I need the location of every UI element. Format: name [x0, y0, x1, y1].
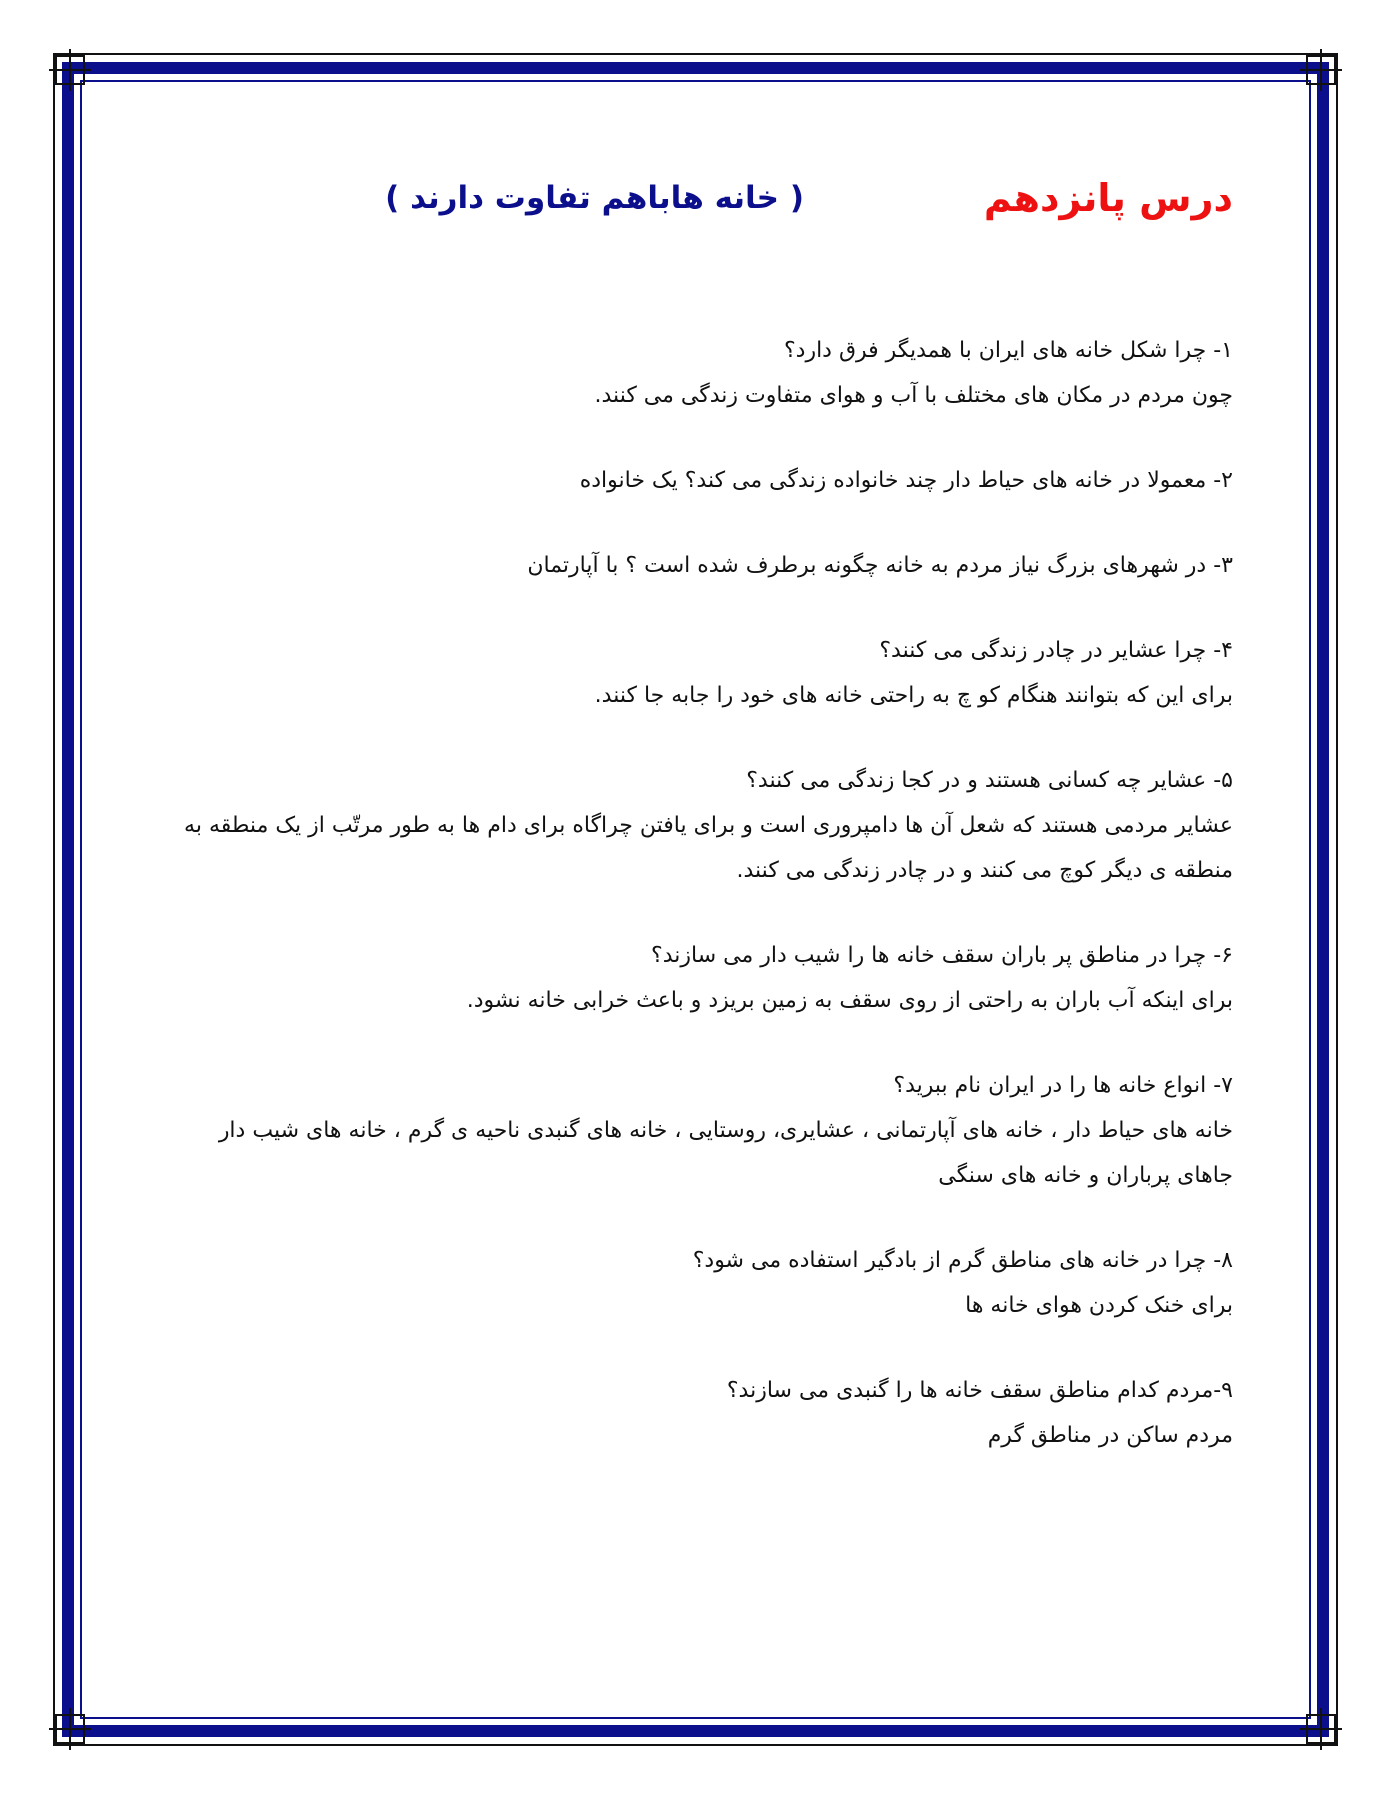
answer: برای اینکه آب باران به راحتی از روی سقف به زمین بریزد و باعث خرابی خانه نشود. [466, 988, 1233, 1013]
lesson-title: ( خانه هاباهم تفاوت دارند ) [385, 180, 804, 216]
answer: برای خنک کردن هوای خانه ها [965, 1293, 1233, 1318]
qa-item-6 [183, 933, 1233, 1023]
lesson-number: درس پانزدهم [983, 176, 1233, 220]
answer: عشایر مردمی هستند که شعل آن ها دامپروری است و برای یافتن چراگاه برای دام ها به طور مرتّب از یک منطقه به منطقه ی دیگر کوچ می کنند و در چادر زندگی می کنند. [184, 813, 1233, 883]
qa-list [183, 328, 1233, 1498]
answer: مردم ساکن در مناطق گرم [987, 1423, 1233, 1448]
qa-item-7 [183, 1063, 1233, 1198]
question: ۷- انواع خانه ها را در ایران نام ببرید؟ [893, 1073, 1233, 1098]
question: ۱- چرا شکل خانه های ایران با همدیگر فرق دارد؟ [783, 338, 1233, 363]
qa-item-2 [183, 458, 1233, 503]
answer: برای این که بتوانند هنگام کو چ به راحتی خانه های خود را جابه جا کنند. [594, 683, 1233, 708]
qa-item-5 [183, 758, 1233, 893]
qa-item-4 [183, 628, 1233, 718]
question: ۹-مردم کدام مناطق سقف خانه ها را گنبدی می سازند؟ [726, 1378, 1233, 1403]
qa-item-1 [183, 328, 1233, 418]
question: ۵- عشایر چه کسانی هستند و در کجا زندگی می کنند؟ [746, 768, 1233, 793]
corner-ornament-top-right [1306, 55, 1336, 85]
answer: چون مردم در مکان های مختلف با آب و هوای متفاوت زندگی می کنند. [594, 383, 1233, 408]
corner-ornament-top-left [55, 55, 85, 85]
question: ۸- چرا در خانه های مناطق گرم از بادگیر استفاده می شود؟ [692, 1248, 1233, 1273]
question: ۴- چرا عشایر در چادر زندگی می کنند؟ [879, 638, 1233, 663]
question: ۲- معمولا در خانه های حیاط دار چند خانواده زندگی می کند؟ یک خانواده [579, 468, 1233, 493]
qa-item-9 [183, 1368, 1233, 1458]
answer: خانه های حیاط دار ، خانه های آپارتمانی ، عشایری، روستایی ، خانه های گنبدی ناحیه ی گرم ، خانه های شیب دار جاهای پرباران و خانه های سنگی [218, 1118, 1233, 1188]
corner-ornament-bottom-right [1306, 1714, 1336, 1744]
corner-ornament-bottom-left [55, 1714, 85, 1744]
question: ۳- در شهرهای بزرگ نیاز مردم به خانه چگونه برطرف شده است ؟ با آپارتمان [527, 553, 1233, 578]
qa-item-8 [183, 1238, 1233, 1328]
question: ۶- چرا در مناطق پر باران سقف خانه ها را شیب دار می سازند؟ [651, 943, 1233, 968]
qa-item-3 [183, 543, 1233, 588]
